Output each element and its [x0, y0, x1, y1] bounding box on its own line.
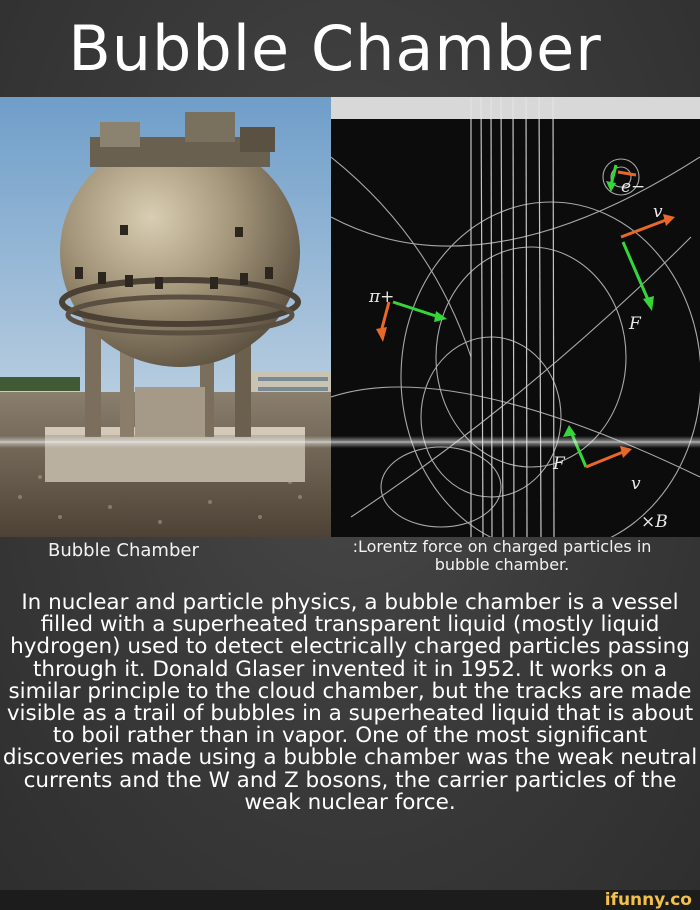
- particle-tracks-photo: [331, 97, 700, 537]
- velocity-top-label: v: [653, 202, 663, 222]
- pi-plus-label: π+: [369, 287, 395, 307]
- force-top-label: F: [629, 314, 641, 334]
- magnetic-field-label: ×B: [641, 512, 668, 532]
- force-bottom-label: F: [553, 454, 565, 474]
- glitch-line: [0, 436, 700, 448]
- right-caption: :Lorentz force on charged particles in bubble chamber.: [352, 537, 652, 574]
- electron-label: e−: [621, 177, 646, 197]
- left-caption: Bubble Chamber: [48, 540, 199, 561]
- bubble-chamber-photo: [0, 97, 331, 537]
- ifunny-watermark: ifunny.co: [604, 890, 692, 910]
- footer-bar: [0, 890, 700, 910]
- page-title: Bubble Chamber: [68, 12, 602, 85]
- velocity-bottom-label: v: [631, 474, 641, 494]
- description-paragraph: In nuclear and particle physics, a bubble chamber is a vessel filled with a superheated transparent liquid (mostly liquid hydrogen) used to detect electrically charged particles passing through it. Donald Glaser invented it in 1952. It works on a similar principle to the cloud chamber, but the tracks are made visible as a trail of bubbles in a superheated liquid that is about to boil rather than in vapor. One of the most significant discoveries made using a bubble chamber was the weak neutral currents and the W and Z bosons, the carrier particles of the weak nuclear force.: [2, 590, 698, 815]
